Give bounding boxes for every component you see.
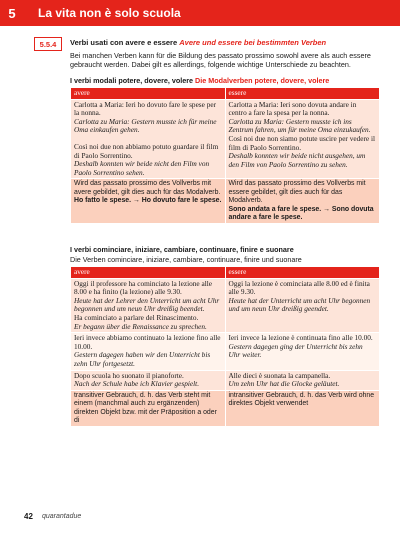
- example-it: Così noi due non abbiamo potuto guardare il film di Paolo Sorrentino.: [74, 141, 219, 160]
- modal-avere-rule: [71, 179, 226, 224]
- chapter-title: La vita non è solo scuola: [38, 6, 181, 20]
- section-intro: Bei manchen Verben kann für die Bildung des passato prossimo sowohl avere als auch essere gebraucht werden. Dabei gilt es allerdings, folgende wichtige Unterschiede zu beachten.: [70, 51, 371, 69]
- verbs-essere-rule: intransitiver Gebrauch, d. h. das Verb wird ohne direktes Objekt verwendet: [225, 390, 380, 426]
- verbs-col-essere: essere: [225, 267, 380, 278]
- verbs-row2-avere: [71, 333, 226, 370]
- example-de: Deshalb konnten wir beide nicht ausgehen, um den Film von Paolo Sorrentino zu sehen.: [228, 151, 366, 169]
- example-de: Nach der Schule habe ich Klavier gespielt.: [74, 379, 200, 389]
- modal-col-avere: avere: [71, 88, 226, 99]
- modal-avere-examples: [71, 99, 226, 179]
- verbs-heading-it: I verbi cominciare, iniziare, cambiare, continuare, finire e suonare: [70, 245, 294, 254]
- verbs-table: [70, 267, 380, 426]
- section-number: 5.5.4: [34, 37, 62, 51]
- verbs-row3-essere: [225, 370, 380, 390]
- example-de: Gestern dagegen ging der Unterricht bis zehn Uhr weiter.: [228, 341, 363, 360]
- example-de: Deshalb konnten wir beide nicht den Film von Paolo Sorrentino sehen.: [74, 159, 210, 177]
- example-de: Carlotta zu Maria: Gestern musste ich ins Zentrum fahren, um für meine Oma einzukaufen.: [228, 116, 371, 135]
- modal-essere-rule: [225, 179, 380, 224]
- section-title-de: Avere und essere bei bestimmten Verben: [179, 38, 327, 47]
- chapter-number: 5: [8, 5, 16, 21]
- example-it: Carlotta a Maria: Ieri ho dovuto fare le spese per la nonna.: [74, 99, 217, 118]
- example-it: Così noi due non siamo potute uscire per vedere il film di Paolo Sorrentino.: [228, 133, 376, 152]
- verbs-col-avere: avere: [71, 267, 226, 278]
- verbs-row3-avere: [71, 370, 226, 390]
- example-it: Carlotta a Maria: Ieri sono dovuta andare in centro a fare la spesa per la nonna.: [228, 99, 357, 118]
- rule-example: Ho fatto le spese. → Ho dovuto fare le spese.: [74, 197, 222, 205]
- verbs-heading-de: Die Verben cominciare, iniziare, cambiare, continuare, finire und suonare: [70, 255, 302, 264]
- chapter-header-bar: [0, 0, 400, 26]
- modal-verbs-table: [70, 88, 380, 223]
- example-de: Um zehn Uhr hat die Glocke geläutet.: [228, 379, 340, 389]
- example-it: Ieri invece abbiamo continuato la lezione fino alle 10.00.: [74, 333, 221, 351]
- example-it: Ieri invece la lezione è continuata fino alle 10.00.: [228, 333, 373, 343]
- section-title: [70, 38, 326, 47]
- modal-col-essere: essere: [225, 88, 380, 99]
- example-it: Ha cominciato a parlare del Rinascimento.: [74, 312, 199, 322]
- example-it: Oggi la lezione è cominciata alle 8.00 ed è finita alle 9.30.: [228, 278, 370, 297]
- section-title-it: Verbi usati con avere e essere: [70, 38, 178, 47]
- example-it: Dopo scuola ho suonato il pianoforte.: [74, 370, 184, 380]
- rule-text: Wird das passato prossimo des Vollverbs mit avere gebildet, gilt dies auch für das Modalverb.: [74, 180, 221, 196]
- modal-essere-examples: [225, 99, 380, 179]
- example-de: Carlotta zu Maria: Gestern musste ich für meine Oma einkaufen gehen.: [74, 116, 217, 135]
- modal-heading-de: Die Modalverben potere, dovere, volere: [195, 76, 330, 85]
- page-number-word: quarantadue: [42, 513, 82, 520]
- example-it: Oggi il professore ha cominciato la lezione alle 8.00 e ha finito (la lezione) alle 9.30.: [74, 278, 212, 297]
- example-de: Er begann über die Renaissance zu sprechen.: [74, 321, 207, 331]
- verbs-avere-rule: transitiver Gebrauch, d. h. das Verb steht mit einem (manchmal auch zu ergänzenden) direkten Objekt bzw. mit der Präposition a oder di: [71, 390, 226, 426]
- page-number: 42: [24, 512, 33, 521]
- example-de: Heute hat der Lehrer den Unterricht um acht Uhr begonnen und um neun Uhr dreißig beendet.: [74, 295, 220, 314]
- modal-heading-it: I verbi modali potere, dovere, volere: [70, 76, 194, 85]
- verbs-row1-essere: [225, 278, 380, 333]
- example-it: Alle dieci è suonata la campanella.: [228, 370, 331, 380]
- example-de: Heute hat der Unterricht um acht Uhr begonnen und um neun Uhr dreißig geendet.: [228, 295, 371, 314]
- rule-example: Sono andata a fare le spese. → Sono dovuta andare a fare le spese.: [228, 205, 374, 221]
- rule-text: Wird das passato prossimo des Vollverbs mit essere gebildet, gilt dies auch für das Modalverb.: [228, 180, 366, 205]
- example-de: Gestern dagegen haben wir den Unterricht bis zehn Uhr fortgesetzt.: [74, 350, 211, 368]
- verbs-row2-essere: [225, 333, 380, 370]
- verbs-row1-avere: [71, 278, 226, 333]
- modal-heading: [70, 76, 329, 85]
